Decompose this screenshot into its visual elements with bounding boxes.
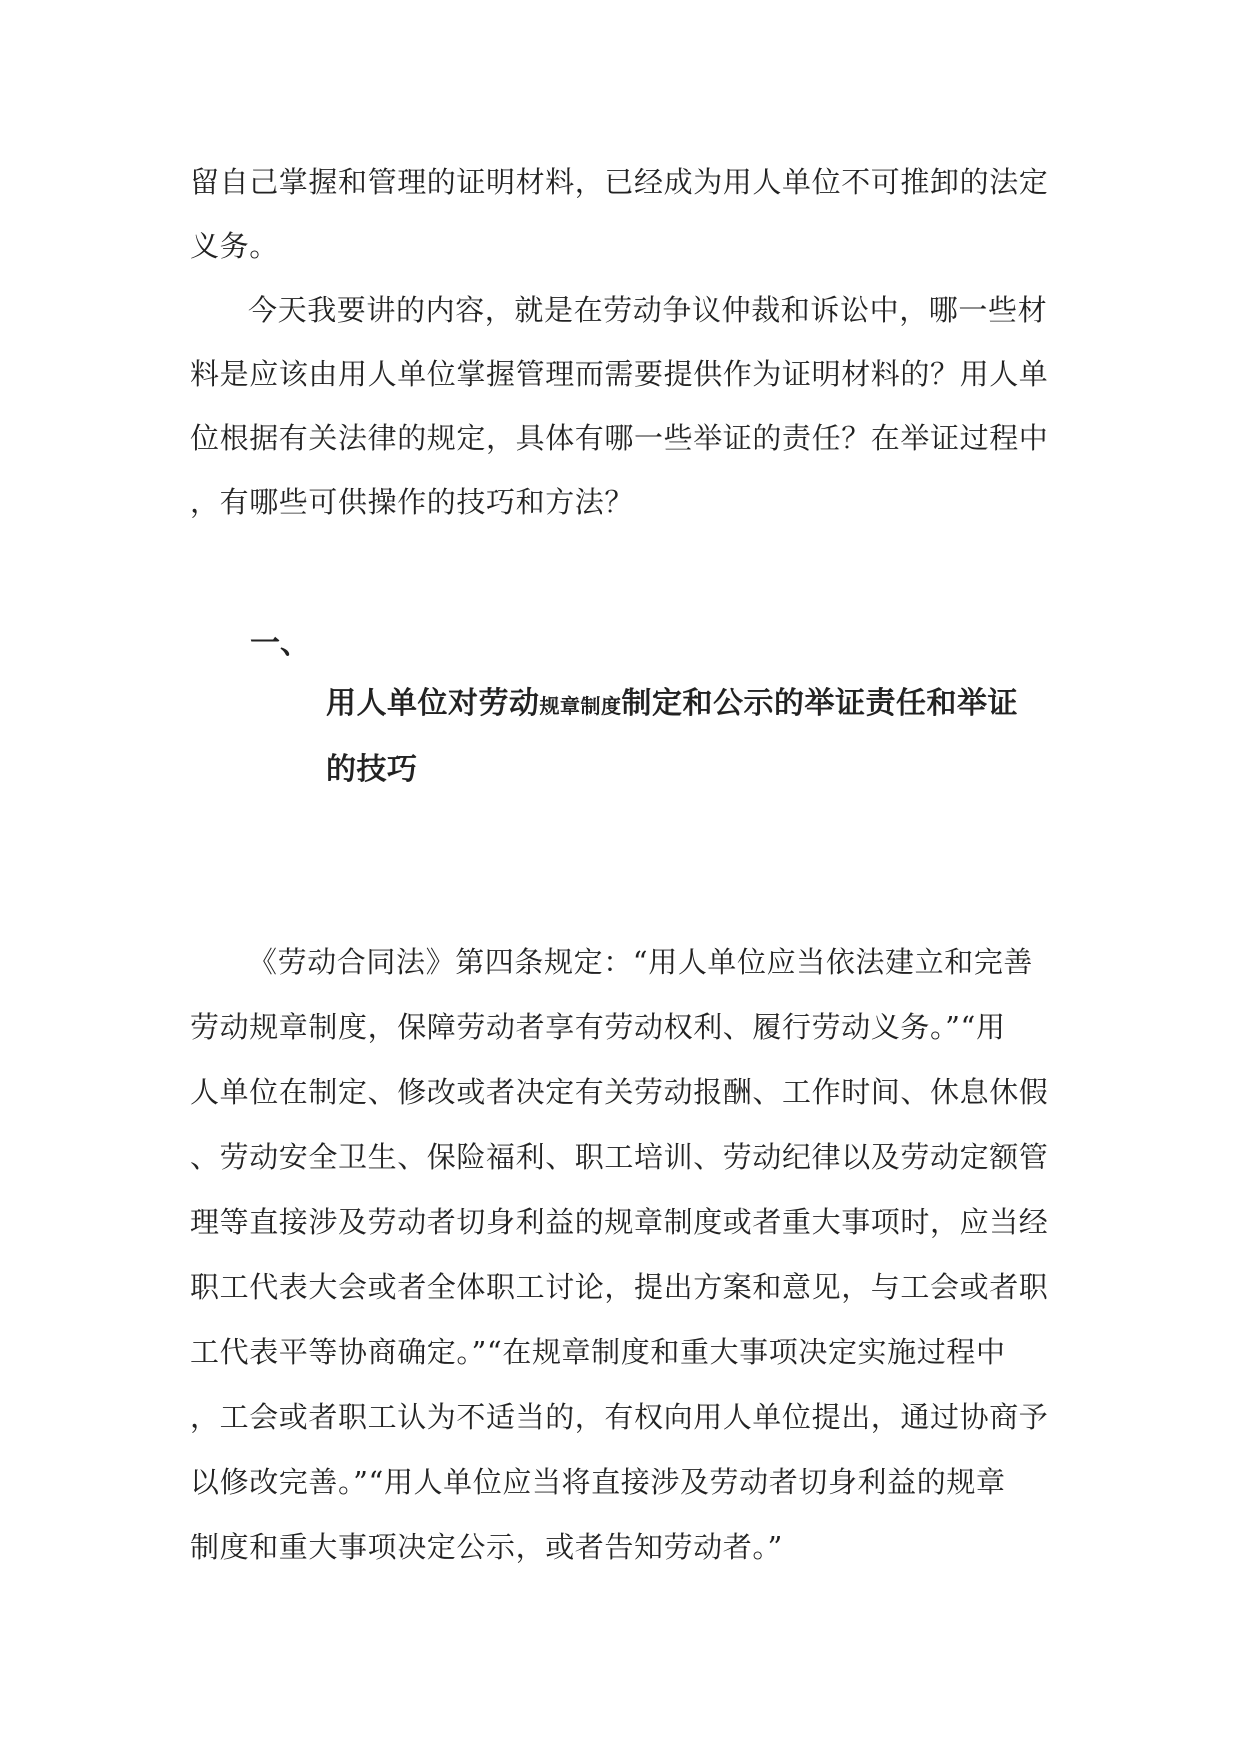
section-title-part: 用人单位对劳动 [326, 686, 540, 721]
paragraph-line: 工代表平等协商确定。”“在规章制度和重大事项决定实施过程中 [190, 1335, 1006, 1369]
section-number: 一、 [250, 626, 310, 661]
paragraph-line: 人单位在制定、修改或者决定有关劳动报酬、工作时间、休息休假 [190, 1075, 1049, 1109]
paragraph-line: 义务。 [190, 229, 279, 263]
section-title-line-1 [326, 684, 1066, 726]
section-title-small-part: 规章制度 [539, 694, 622, 718]
paragraph-line: 劳动规章制度，保障劳动者享有劳动权利、履行劳动义务。”“用 [190, 1010, 1006, 1044]
paragraph-line: 料是应该由用人单位掌握管理而需要提供作为证明材料的？用人单 [190, 357, 1049, 391]
paragraph-line: 以修改完善。”“用人单位应当将直接涉及劳动者切身利益的规章 [190, 1465, 1006, 1499]
paragraph-line: 位根据有关法律的规定，具体有哪一些举证的责任？在举证过程中 [190, 421, 1049, 455]
paragraph-line: ，有哪些可供操作的技巧和方法？ [190, 485, 635, 519]
paragraph-line: 制度和重大事项决定公示，或者告知劳动者。” [190, 1530, 783, 1564]
paragraph-line: 、劳动安全卫生、保险福利、职工培训、劳动纪律以及劳动定额管 [190, 1140, 1049, 1174]
paragraph-line: 今天我要讲的内容，就是在劳动争议仲裁和诉讼中，哪一些材 [248, 293, 1048, 327]
paragraph-line: 留自己掌握和管理的证明材料，已经成为用人单位不可推卸的法定 [190, 165, 1049, 199]
paragraph-line: ，工会或者职工认为不适当的，有权向用人单位提出，通过协商予 [190, 1400, 1049, 1434]
paragraph-line: 《劳动合同法》第四条规定：“用人单位应当依法建立和完善 [248, 945, 1034, 979]
paragraph-line: 理等直接涉及劳动者切身利益的规章制度或者重大事项时，应当经 [190, 1205, 1049, 1239]
section-title-line-2: 的技巧 [326, 752, 418, 787]
paragraph-line: 职工代表大会或者全体职工讨论，提出方案和意见，与工会或者职 [190, 1270, 1049, 1304]
section-title-part: 制定和公示的举证责任和举证 [621, 686, 1018, 721]
